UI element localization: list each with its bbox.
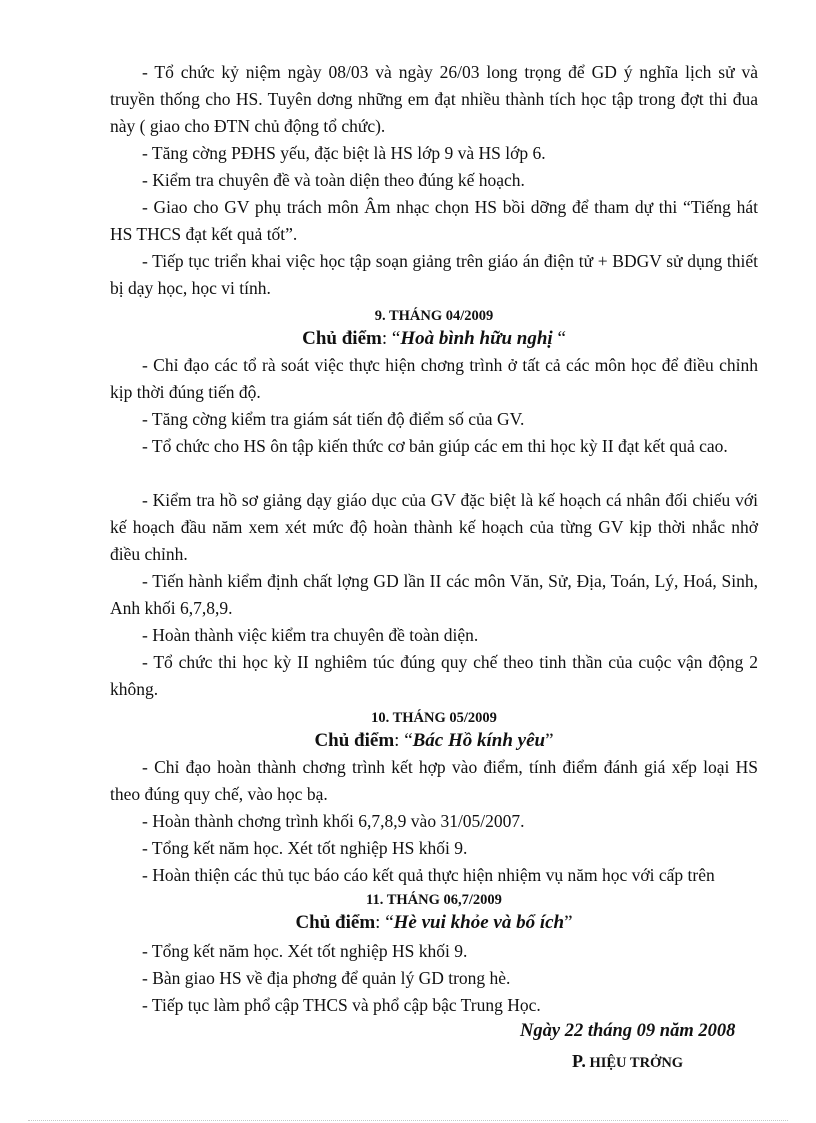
paragraph — [110, 194, 758, 248]
paragraph-text: - Tổ chức kỷ niệm ngày 08/03 và ngày 26/03 long trọng để GD ý nghĩa lịch sử và truyền thống cho HS. Tuyên dơng những em đạt nhiều thành tích học tập trong đợt thi đua này ( giao cho ĐTN chủ động tổ chức). — [110, 62, 758, 136]
paragraph — [110, 835, 758, 862]
theme-title: Hoà bình hữu nghị — [400, 328, 553, 349]
section-theme: Chủ điểm: “Bác Hồ kính yêu” — [314, 730, 554, 751]
paragraph — [110, 649, 758, 703]
paragraph-text: - Tổng kết năm học. Xét tốt nghiệp HS khối 9. — [142, 941, 468, 961]
signature-title: P. HIỆU TRỞNG — [572, 1051, 684, 1071]
theme-title: Bác Hồ kính yêu — [412, 730, 546, 751]
paragraph — [110, 433, 758, 460]
section-heading: 11. THÁNG 06,7/2009 — [366, 892, 502, 908]
section-heading: 9. THÁNG 04/2009 — [374, 308, 494, 324]
paragraph — [110, 568, 758, 622]
paragraph-text: - Tổ chức cho HS ôn tập kiến thức cơ bản giúp các em thi học kỳ II đạt kết quả cao. — [142, 436, 728, 456]
paragraph — [110, 862, 758, 889]
paragraph-text: - Tăng cờng kiểm tra giám sát tiến độ điểm số của GV. — [142, 409, 525, 429]
section-theme: Chủ điểm: “Hoà bình hữu nghị “ — [302, 328, 566, 349]
paragraph — [110, 59, 758, 140]
paragraph — [110, 487, 758, 568]
paragraph — [110, 140, 758, 167]
paragraph — [110, 965, 758, 992]
paragraph-text: - Kiểm tra chuyên đề và toàn diện theo đúng kế hoạch. — [142, 170, 525, 190]
paragraph-text: - Tổng kết năm học. Xét tốt nghiệp HS khối 9. — [142, 838, 468, 858]
paragraph-text: - Tiếp tục triển khai việc học tập soạn giảng trên giáo án điện tử + BDGV sử dụng thiết bị dạy học, học vi tính. — [110, 251, 758, 298]
paragraph-text: - Chỉ đạo các tổ rà soát việc thực hiện chơng trình ở tất cả các môn học để điều chỉnh kịp thời đúng tiến độ. — [110, 355, 758, 402]
section-theme: Chủ điểm: “Hè vui khỏe và bổ ích” — [295, 912, 573, 933]
paragraph — [110, 808, 758, 835]
page-footer-divider — [28, 1120, 788, 1121]
paragraph — [110, 248, 758, 302]
paragraph — [110, 992, 758, 1019]
theme-title: Hè vui khỏe và bổ ích — [393, 912, 565, 933]
paragraph-text: - Tăng cờng PĐHS yếu, đặc biệt là HS lớp 9 và HS lớp 6. — [142, 143, 546, 163]
paragraph-text: - Giao cho GV phụ trách môn Âm nhạc chọn HS bồi dỡng để tham dự thi “Tiếng hát HS THCS đạt kết quả tốt”. — [110, 197, 758, 244]
paragraph-text: - Chỉ đạo hoàn thành chơng trình kết hợp vào điểm, tính điểm đánh giá xếp loại HS theo đúng quy chế, vào học bạ. — [110, 757, 758, 804]
paragraph-text: - Tiếp tục làm phổ cập THCS và phổ cập bậc Trung Học. — [142, 995, 541, 1015]
section-heading: 10. THÁNG 05/2009 — [371, 710, 497, 726]
signature-date: Ngày 22 tháng 09 năm 2008 — [520, 1021, 736, 1041]
paragraph-text: - Kiểm tra hồ sơ giảng dạy giáo dục của GV đặc biệt là kế hoạch cá nhân đối chiếu với kế hoạch đầu năm xem xét mức độ hoàn thành kế hoạch của từng GV kịp thời nhắc nhở điều chỉnh. — [110, 490, 758, 564]
paragraph — [110, 406, 758, 433]
paragraph-text: - Tiến hành kiểm định chất lợng GD lần II các môn Văn, Sử, Địa, Toán, Lý, Hoá, Sinh, Anh khối 6,7,8,9. — [110, 571, 758, 618]
paragraph — [110, 754, 758, 808]
paragraph-text: - Hoàn thành việc kiểm tra chuyên đề toàn diện. — [142, 625, 479, 645]
paragraph-text: - Hoàn thành chơng trình khối 6,7,8,9 vào 31/05/2007. — [142, 811, 525, 831]
paragraph-text: - Tổ chức thi học kỳ II nghiêm túc đúng quy chế theo tinh thần của cuộc vận động 2 không. — [110, 652, 758, 699]
paragraph — [110, 167, 758, 194]
paragraph-text: - Bàn giao HS về địa phơng để quản lý GD trong hè. — [142, 968, 511, 988]
paragraph-text: - Hoàn thiện các thủ tục báo cáo kết quả thực hiện nhiệm vụ năm học với cấp trên — [142, 865, 715, 885]
paragraph — [110, 622, 758, 649]
paragraph — [110, 938, 758, 965]
theme-label: Chủ điểm — [302, 328, 382, 349]
theme-label: Chủ điểm — [314, 730, 395, 751]
theme-label: Chủ điểm — [295, 912, 376, 933]
paragraph — [110, 352, 758, 406]
